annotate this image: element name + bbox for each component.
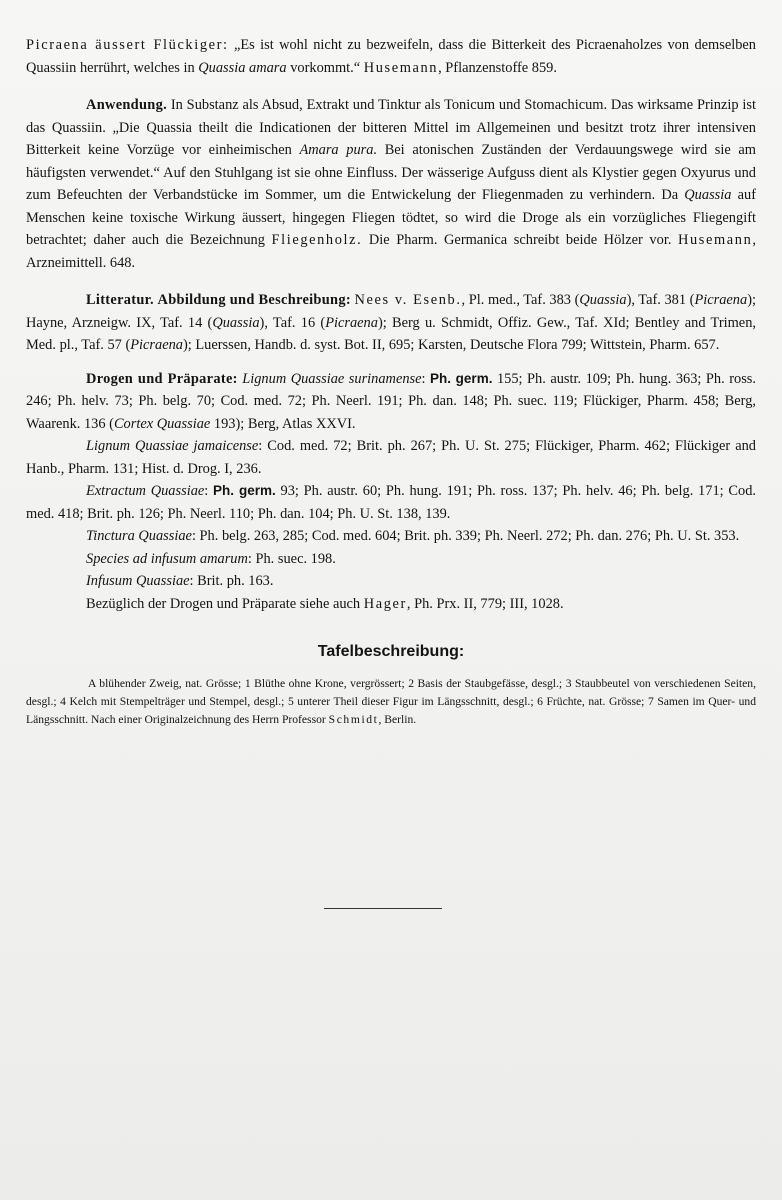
drogen-heading: Drogen und Präparate: [86, 370, 238, 387]
species-entry: Species ad infusum amarum: Ph. suec. 198. [86, 550, 336, 567]
litteratur-paragraph: Litteratur. Abbildung und Beschreibung: Nees v. Esenb., Pl. med., Taf. 383 (Quassia), Taf. 381 (Picraena); Hayne, Arzneigw. IX, Taf. 14 (Quassia), Taf. 16 (Picraena); Berg u. Schmidt, Offiz. Gew., Taf. XId; Bentley and Trimen, Med. pl., Taf. 57 (Picraena); Luerssen, Handb. d. syst. Bot. II, 695; Karsten, Deutsche Flora 799; Wittstein, Pharm. 657. [26, 292, 756, 353]
litteratur-heading: Litteratur. [86, 292, 154, 308]
intro-author: Picraena äussert Flückiger: [26, 37, 229, 53]
plate-caption: A blühender Zweig, nat. Grösse; 1 Blüthe ohne Krone, vergrössert; 2 Basis der Staubgefässe, desgl.; 3 Staubbeutel von verschiedenen Seiten, desgl.; 4 Kelch mit Stempelträger und Stempel, desgl.; 5 unterer Theil dieser Figur im Längsschnitt, desgl.; 6 Früchte, nat. Grösse; 7 Samen im Quer- und Längsschnitt. Nach einer Originalzeichnung des Herrn Professor Schmidt, Berlin. [26, 677, 756, 726]
tafelbeschreibung-heading: Tafelbeschreibung: [317, 643, 465, 660]
infusum-entry: Infusum Quassiae: Brit. ph. 163. [86, 573, 274, 589]
intro-paragraph: Picraena äussert Flückiger: „Es ist wohl nicht zu bezweifeln, dass die Bitterkeit des Picraenaholzes von demselben Quassiin herrührt, welches in Quassia amara vorkommt.“ Husemann, Pflanzenstoffe 859. [26, 37, 756, 76]
tinctura-entry: Tinctura Quassiae: Ph. belg. 263, 285; Cod. med. 604; Brit. ph. 339; Ph. Neerl. 272; Ph. dan. 276; Ph. U. St. 353. [86, 528, 740, 544]
extractum-entry: Extractum Quassiae: Ph. germ. 93; Ph. austr. 60; Ph. hung. 191; Ph. ross. 137; Ph. helv. 46; Ph. belg. 171; Cod. med. 418; Brit. ph. 126; Ph. Neerl. 110; Ph. dan. 104; Ph. U. St. 138, 139. [26, 483, 756, 522]
drogen-paragraph: Drogen und Präparate: Lignum Quassiae surinamense: Ph. germ. 155; Ph. austr. 109; Ph. hung. 363; Ph. ross. 246; Ph. helv. 73; Ph. belg. 70; Cod. med. 72; Ph. Neerl. 191; Ph. dan. 148; Ph. suec. 119; Flückiger, Pharm. 458; Berg, Waarenk. 136 (Cortex Quassiae 193); Berg, Atlas XXVI. [26, 370, 756, 432]
end-rule [324, 908, 442, 909]
lignum-jamaicense-entry: Lignum Quassiae jamaicense: Cod. med. 72; Brit. ph. 267; Ph. U. St. 275; Flückiger, Pharm. 462; Flückiger and Hanb., Pharm. 131; Hist. d. Drog. I, 236. [26, 438, 756, 477]
hager-reference: Bezüglich der Drogen und Präparate siehe auch Hager, Ph. Prx. II, 779; III, 1028. [86, 595, 564, 612]
anwendung-heading: Anwendung. [86, 97, 167, 113]
anwendung-paragraph: Anwendung. In Substanz als Absud, Extrakt und Tinktur als Tonicum und Stomachicum. Das wirksame Prinzip ist das Quassiin. „Die Quassia theilt die Indicationen der bitteren Mittel im Allgemeinen und besitzt trotz ihrer intensiven Bitterkeit keine Vorzüge vor einheimischen Amara pura. Bei atonischen Zuständen der Verdauungswege wird sie am häufigsten verwendet.“ Auf den Stuhlgang ist sie ohne Einfluss. Der wässerige Aufguss dient als Klystier gegen Oxyurus und zum Befeuchten der Verbandstücke im Sommer, um die Entwickelung der Fliegenmaden zu verhindern. Da Quassia auf Menschen keine toxische Wirkung äussert, hingegen Fliegen tödtet, so wird die Droge als ein vorzügliches Fliegengift betrachtet; daher auch die Bezeichnung Fliegenholz. Die Pharm. Germanica schreibt beide Hölzer vor. Husemann, Arzneimittell. 648. [26, 97, 757, 271]
